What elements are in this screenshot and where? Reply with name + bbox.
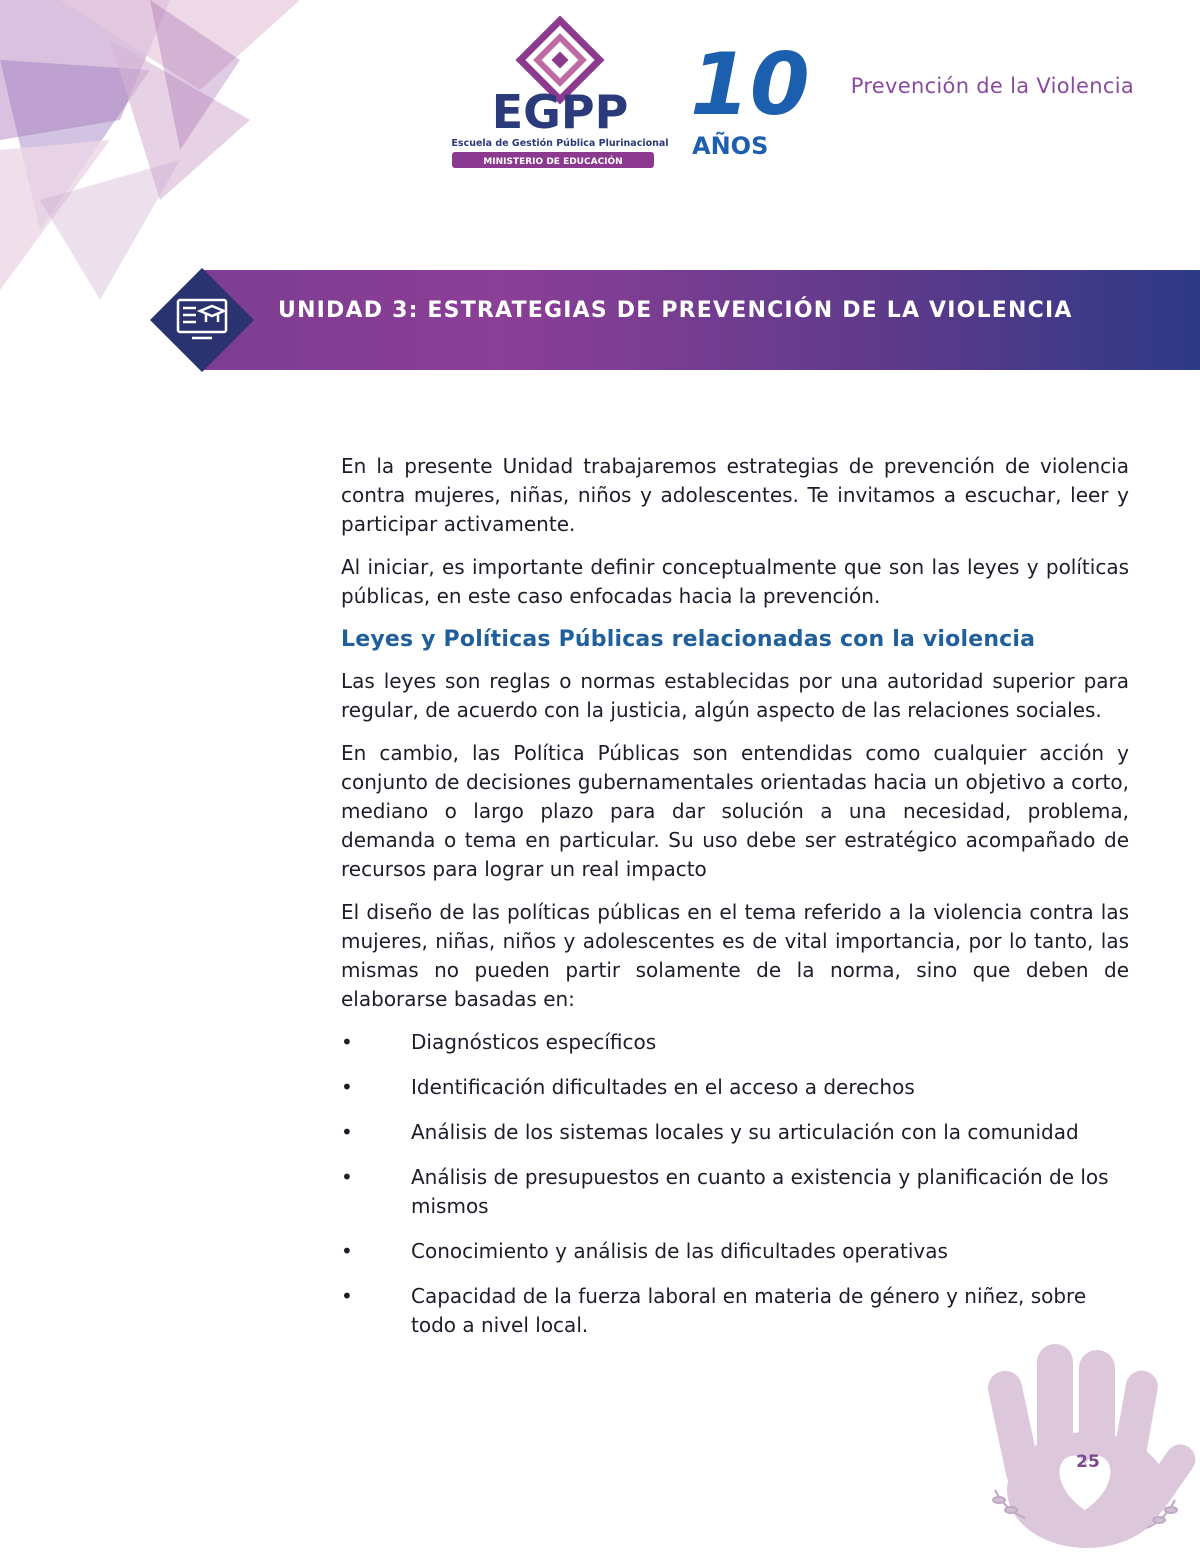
list-item: • Análisis de presupuestos en cuanto a existencia y planificación de los mismos <box>341 1165 1109 1218</box>
list-item: • Conocimiento y análisis de las dificultades operativas <box>341 1239 948 1263</box>
hand-heart-icon <box>975 1340 1195 1550</box>
policies-paragraph: En cambio, las Política Públicas son entendidas como cualquier acción y conjunto de decisiones gubernamentales orientadas hacia un objetivo a corto, mediano o largo plazo para dar solución a una necesidad, problema, demanda o tema en particular. Su uso debe ser estratégico acompañado de recursos para lograr un real impacto <box>341 741 1129 881</box>
anniversary-logo <box>684 22 810 162</box>
list-item: • Análisis de los sistemas locales y su articulación con la comunidad <box>341 1120 1079 1144</box>
anniversary-number: 10 <box>690 35 810 135</box>
unit-title: UNIDAD 3: ESTRATEGIAS DE PREVENCIÓN DE LA VIOLENCIA <box>278 298 1073 323</box>
list-item: • Capacidad de la fuerza laboral en materia de género y niñez, sobre todo a nivel local. <box>341 1284 1087 1337</box>
section-title: Prevención de la Violencia <box>850 74 1134 98</box>
list-item: • Identificación dificultades en el acceso a derechos <box>341 1075 915 1099</box>
logo-ministry: MINISTERIO DE EDUCACIÓN <box>483 157 623 167</box>
intro-paragraph-1: En la presente Unidad trabajaremos estrategias de prevención de violencia contra mujeres, niñas, niños y adolescentes. Te invitamos a escuchar, leer y participar activamente. <box>341 454 1129 536</box>
intro-paragraph-2: Al iniciar, es importante definir conceptualmente que son las leyes y políticas públicas, en este caso enfocadas hacia la prevención. <box>341 555 1129 608</box>
main-content <box>341 452 1129 1356</box>
logo-text: EGPP <box>491 85 629 139</box>
laws-paragraph: Las leyes son reglas o normas establecidas por una autoridad superior para regular, de acuerdo con la justicia, algún aspecto de las relaciones sociales. <box>341 669 1129 722</box>
egpp-logo <box>440 22 680 172</box>
design-paragraph: El diseño de las políticas públicas en el tema referido a la violencia contra las mujeres, niñas, niños y adolescentes es de vital importancia, por lo tanto, las mismas no pueden partir solamente de la norma, sino que deben de elaborarse basadas en: <box>341 900 1129 1011</box>
page-number: 25 <box>1076 1452 1100 1472</box>
list-item: • Diagnósticos específicos <box>341 1030 657 1054</box>
anniversary-label: AÑOS <box>692 132 769 160</box>
unit-banner <box>150 268 1200 374</box>
section-heading: Leyes y Políticas Públicas relacionadas con la violencia <box>341 627 1036 652</box>
education-monitor-icon <box>150 268 254 372</box>
criteria-list <box>341 1028 1129 1340</box>
logo-subtitle: Escuela de Gestión Pública Plurinacional <box>451 138 669 149</box>
